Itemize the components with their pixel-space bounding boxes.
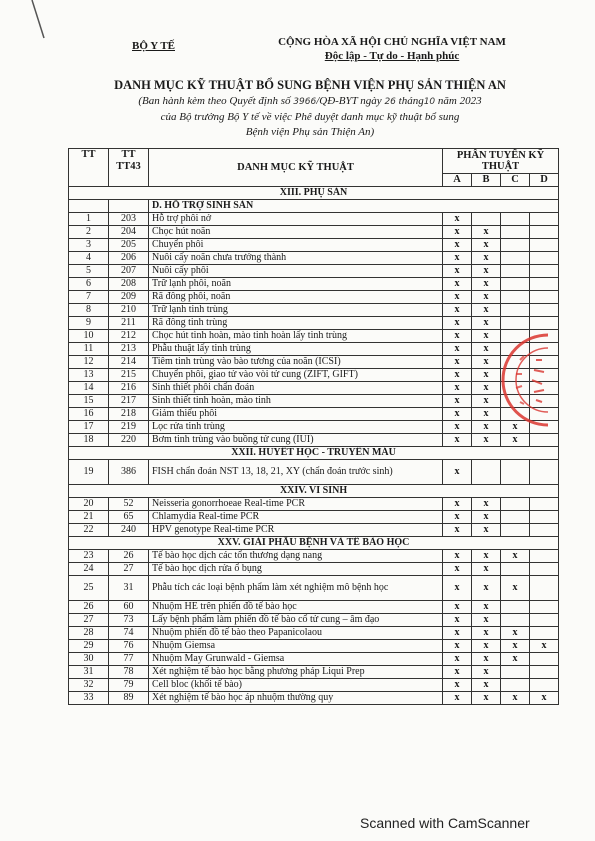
row-grade-a: x [443, 679, 472, 692]
technique-table [68, 148, 559, 705]
row-number: 4 [69, 252, 109, 265]
row-grade-a: x [443, 239, 472, 252]
row-tt43-code: 219 [109, 421, 149, 434]
row-grade-a: x [443, 460, 472, 485]
empty-cell [69, 200, 109, 213]
row-grade-c: x [501, 421, 530, 434]
row-tt43-code: 386 [109, 460, 149, 485]
row-number: 11 [69, 343, 109, 356]
header-grade-a: A [443, 174, 472, 187]
row-grade-c [501, 511, 530, 524]
row-grade-a: x [443, 666, 472, 679]
row-grade-d [530, 265, 559, 278]
row-tt43-code: 31 [109, 576, 149, 601]
table-row [69, 434, 559, 447]
row-technique-name: Xét nghiệm tế bào học bằng phương pháp Liqui Prep [149, 666, 443, 679]
row-tt43-code: 209 [109, 291, 149, 304]
subsection-row [69, 200, 559, 213]
row-number: 29 [69, 640, 109, 653]
table-row [69, 408, 559, 421]
row-grade-c: x [501, 434, 530, 447]
row-technique-name: Hỗ trợ phôi nở [149, 213, 443, 226]
row-technique-name: Lấy bệnh phẩm làm phiến đồ tế bào cổ tử cung – âm đạo [149, 614, 443, 627]
row-grade-c [501, 460, 530, 485]
row-grade-d: x [530, 640, 559, 653]
table-header-row [69, 149, 559, 174]
row-number: 14 [69, 382, 109, 395]
subsection-title: D. HỖ TRỢ SINH SẢN [149, 200, 559, 213]
row-grade-c [501, 498, 530, 511]
row-grade-a: x [443, 252, 472, 265]
row-grade-b: x [472, 395, 501, 408]
section-title: XIII. PHỤ SẢN [69, 187, 559, 200]
row-grade-d [530, 666, 559, 679]
row-tt43-code: 60 [109, 601, 149, 614]
row-grade-c [501, 291, 530, 304]
row-grade-a: x [443, 524, 472, 537]
row-grade-c [501, 239, 530, 252]
header-grade-b: B [472, 174, 501, 187]
row-grade-a: x [443, 369, 472, 382]
row-grade-c [501, 226, 530, 239]
row-grade-d [530, 550, 559, 563]
row-grade-d [530, 291, 559, 304]
row-grade-d [530, 601, 559, 614]
subtitle-line-3: Bệnh viện Phụ sản Thiện An) [245, 126, 375, 138]
row-tt43-code: 77 [109, 653, 149, 666]
row-grade-d [530, 252, 559, 265]
row-number: 25 [69, 576, 109, 601]
row-grade-c [501, 601, 530, 614]
row-grade-a: x [443, 395, 472, 408]
row-tt43-code: 214 [109, 356, 149, 369]
row-technique-name: Xét nghiệm tế bào học áp nhuộm thường quy [149, 692, 443, 705]
row-number: 13 [69, 369, 109, 382]
subtitle-text: /QĐ-BYT ngày [316, 95, 382, 107]
row-grade-b: x [472, 550, 501, 563]
row-tt43-code: 78 [109, 666, 149, 679]
row-grade-d [530, 239, 559, 252]
row-technique-name: Phẫu thuật lấy tinh trùng [149, 343, 443, 356]
row-grade-c [501, 213, 530, 226]
handwritten-month: 10 [423, 97, 436, 107]
row-grade-d [530, 614, 559, 627]
row-grade-d [530, 278, 559, 291]
row-grade-b: x [472, 382, 501, 395]
header-grade-d: D [530, 174, 559, 187]
section-row [69, 485, 559, 498]
section-title: XXV. GIẢI PHẪU BỆNH VÀ TẾ BÀO HỌC [69, 537, 559, 550]
row-grade-d [530, 511, 559, 524]
header-grade-group: PHÂN TUYẾN KỸ THUẬT [443, 149, 559, 174]
row-grade-b: x [472, 666, 501, 679]
row-tt43-code: 26 [109, 550, 149, 563]
row-technique-name: Chlamydia Real-time PCR [149, 511, 443, 524]
row-grade-b: x [472, 291, 501, 304]
row-technique-name: Cell bloc (khối tế bào) [149, 679, 443, 692]
table-row [69, 679, 559, 692]
row-grade-d [530, 498, 559, 511]
row-grade-b [472, 213, 501, 226]
row-tt43-code: 74 [109, 627, 149, 640]
row-technique-name: Nhuộm May Grunwald - Giemsa [149, 653, 443, 666]
ministry-name: BỘ Y TẾ [132, 40, 175, 52]
row-grade-b: x [472, 563, 501, 576]
row-grade-a: x [443, 226, 472, 239]
row-number: 3 [69, 239, 109, 252]
table-row [69, 460, 559, 485]
row-grade-c [501, 524, 530, 537]
row-technique-name: Tiêm tinh trùng vào bào tương của noãn (ICSI) [149, 356, 443, 369]
row-tt43-code: 204 [109, 226, 149, 239]
table-row [69, 614, 559, 627]
row-number: 10 [69, 330, 109, 343]
row-technique-name: FISH chẩn đoán NST 13, 18, 21, XY (chẩn đoán trước sinh) [149, 460, 443, 485]
empty-cell [109, 200, 149, 213]
row-grade-a: x [443, 498, 472, 511]
row-grade-a: x [443, 330, 472, 343]
row-number: 31 [69, 666, 109, 679]
row-number: 2 [69, 226, 109, 239]
row-technique-name: Lọc rửa tinh trùng [149, 421, 443, 434]
row-number: 27 [69, 614, 109, 627]
table-row [69, 524, 559, 537]
row-tt43-code: 27 [109, 563, 149, 576]
section-title: XXIV. VI SINH [69, 485, 559, 498]
row-tt43-code: 210 [109, 304, 149, 317]
row-grade-a: x [443, 343, 472, 356]
row-grade-c [501, 614, 530, 627]
table-row [69, 356, 559, 369]
row-technique-name: Nhuộm phiến đồ tế bào theo Papanicolaou [149, 627, 443, 640]
national-header [262, 35, 522, 63]
row-grade-b: x [472, 278, 501, 291]
row-technique-name: Tế bào học dịch rửa ổ bụng [149, 563, 443, 576]
row-number: 20 [69, 498, 109, 511]
row-number: 33 [69, 692, 109, 705]
row-grade-d [530, 576, 559, 601]
table-row [69, 343, 559, 356]
row-grade-b: x [472, 511, 501, 524]
table-row [69, 291, 559, 304]
paper-edge-shadow [30, 0, 50, 60]
row-grade-a: x [443, 614, 472, 627]
row-tt43-code: 207 [109, 265, 149, 278]
row-tt43-code: 52 [109, 498, 149, 511]
row-number: 28 [69, 627, 109, 640]
table-row [69, 382, 559, 395]
row-grade-c [501, 278, 530, 291]
row-number: 12 [69, 356, 109, 369]
row-technique-name: Nhuộm HE trên phiến đồ tế bào học [149, 601, 443, 614]
table-row [69, 511, 559, 524]
row-technique-name: Phẫu tích các loại bệnh phẩm làm xét nghiệm mô bệnh học [149, 576, 443, 601]
country-name: CỘNG HÒA XÃ HỘI CHỦ NGHĨA VIỆT NAM [278, 36, 506, 48]
row-tt43-code: 203 [109, 213, 149, 226]
row-tt43-code: 211 [109, 317, 149, 330]
row-grade-d [530, 317, 559, 330]
row-grade-b: x [472, 653, 501, 666]
row-grade-a: x [443, 356, 472, 369]
row-tt43-code: 79 [109, 679, 149, 692]
header-tt: TT [69, 149, 109, 187]
row-tt43-code: 206 [109, 252, 149, 265]
section-row [69, 537, 559, 550]
row-technique-name: Neisseria gonorrhoeae Real-time PCR [149, 498, 443, 511]
table-row [69, 627, 559, 640]
row-grade-a: x [443, 317, 472, 330]
row-tt43-code: 76 [109, 640, 149, 653]
table-row [69, 369, 559, 382]
row-grade-d [530, 434, 559, 447]
row-grade-b: x [472, 692, 501, 705]
table-row [69, 563, 559, 576]
row-grade-a: x [443, 265, 472, 278]
row-technique-name: Rã đông phôi, noãn [149, 291, 443, 304]
row-grade-c [501, 666, 530, 679]
scanner-watermark: Scanned with CamScanner [360, 815, 530, 831]
table-row [69, 252, 559, 265]
subtitle-line-2: của Bộ trưởng Bộ Y tế về việc Phê duyệt danh mục kỹ thuật bổ sung [160, 111, 460, 123]
table-row [69, 317, 559, 330]
header-tt43 [109, 149, 149, 187]
row-grade-a: x [443, 278, 472, 291]
row-grade-a: x [443, 382, 472, 395]
handwritten-decision-number: 3966 [293, 97, 317, 107]
row-grade-b: x [472, 343, 501, 356]
row-tt43-code: 205 [109, 239, 149, 252]
row-grade-c: x [501, 576, 530, 601]
subtitle-line-1 [80, 94, 540, 110]
row-grade-c: x [501, 692, 530, 705]
row-tt43-code: 217 [109, 395, 149, 408]
row-grade-b: x [472, 330, 501, 343]
row-grade-c: x [501, 640, 530, 653]
row-number: 21 [69, 511, 109, 524]
table-row [69, 304, 559, 317]
row-number: 32 [69, 679, 109, 692]
subtitle-text: năm 2023 [437, 95, 482, 107]
row-tt43-code: 73 [109, 614, 149, 627]
table-row [69, 498, 559, 511]
row-number: 9 [69, 317, 109, 330]
row-grade-c [501, 317, 530, 330]
row-number: 7 [69, 291, 109, 304]
row-technique-name: Sinh thiết tinh hoàn, mào tinh [149, 395, 443, 408]
row-grade-b: x [472, 356, 501, 369]
table-row [69, 239, 559, 252]
table-row [69, 395, 559, 408]
row-grade-a: x [443, 550, 472, 563]
table-row [69, 550, 559, 563]
section-row [69, 187, 559, 200]
row-technique-name: Chọc hút tinh hoàn, mào tinh hoàn lấy tinh trùng [149, 330, 443, 343]
row-tt43-code: 65 [109, 511, 149, 524]
row-technique-name: Trữ lạnh tinh trùng [149, 304, 443, 317]
table-row [69, 576, 559, 601]
row-number: 18 [69, 434, 109, 447]
row-grade-c: x [501, 550, 530, 563]
table-row [69, 265, 559, 278]
row-grade-b: x [472, 498, 501, 511]
row-tt43-code: 213 [109, 343, 149, 356]
row-technique-name: Giảm thiểu phôi [149, 408, 443, 421]
table-body [69, 187, 559, 705]
row-grade-b: x [472, 576, 501, 601]
document-title: DANH MỤC KỸ THUẬT BỔ SUNG BỆNH VIỆN PHỤ SẢN THIỆN AN [114, 78, 506, 92]
row-grade-b [472, 460, 501, 485]
row-grade-a: x [443, 576, 472, 601]
row-number: 26 [69, 601, 109, 614]
row-grade-a: x [443, 434, 472, 447]
row-grade-b: x [472, 317, 501, 330]
row-technique-name: HPV genotype Real-time PCR [149, 524, 443, 537]
row-grade-a: x [443, 640, 472, 653]
document-subtitle [80, 94, 540, 140]
table-row [69, 666, 559, 679]
row-number: 8 [69, 304, 109, 317]
row-grade-b: x [472, 239, 501, 252]
national-motto: Độc lập - Tự do - Hạnh phúc [324, 50, 460, 62]
row-grade-b: x [472, 627, 501, 640]
row-grade-a: x [443, 291, 472, 304]
section-row [69, 447, 559, 460]
row-grade-d [530, 304, 559, 317]
table-row [69, 421, 559, 434]
row-grade-b: x [472, 369, 501, 382]
row-tt43-code: 89 [109, 692, 149, 705]
table-row [69, 653, 559, 666]
row-technique-name: Trữ lạnh phôi, noãn [149, 278, 443, 291]
row-grade-b: x [472, 601, 501, 614]
row-tt43-code: 218 [109, 408, 149, 421]
row-grade-b: x [472, 304, 501, 317]
row-grade-a: x [443, 408, 472, 421]
row-technique-name: Chuyển phôi [149, 239, 443, 252]
row-grade-a: x [443, 601, 472, 614]
row-grade-c [501, 563, 530, 576]
row-grade-d: x [530, 692, 559, 705]
subtitle-text: tháng [398, 95, 424, 107]
row-technique-name: Nuôi cấy noãn chưa trưởng thành [149, 252, 443, 265]
table-row [69, 226, 559, 239]
row-grade-a: x [443, 213, 472, 226]
row-tt43-code: 240 [109, 524, 149, 537]
row-number: 15 [69, 395, 109, 408]
row-number: 1 [69, 213, 109, 226]
row-grade-d [530, 679, 559, 692]
row-technique-name: Chuyển phôi, giao tử vào vòi tử cung (ZIFT, GIFT) [149, 369, 443, 382]
row-grade-b: x [472, 434, 501, 447]
row-technique-name: Nuôi cấy phôi [149, 265, 443, 278]
row-grade-b: x [472, 265, 501, 278]
row-tt43-code: 220 [109, 434, 149, 447]
row-number: 22 [69, 524, 109, 537]
subtitle-text: (Ban hành kèm theo Quyết định số [138, 95, 291, 107]
row-grade-a: x [443, 653, 472, 666]
row-number: 17 [69, 421, 109, 434]
table-row [69, 278, 559, 291]
row-tt43-code: 215 [109, 369, 149, 382]
row-grade-c [501, 679, 530, 692]
row-technique-name: Tế bào học dịch các tổn thương dạng nang [149, 550, 443, 563]
row-technique-name: Nhuộm Giemsa [149, 640, 443, 653]
handwritten-day: 26 [384, 97, 396, 107]
row-grade-d [530, 627, 559, 640]
row-grade-c [501, 252, 530, 265]
row-grade-a: x [443, 563, 472, 576]
row-number: 30 [69, 653, 109, 666]
header-grade-c: C [501, 174, 530, 187]
red-seal-stamp [498, 330, 558, 430]
row-tt43-code: 212 [109, 330, 149, 343]
row-number: 16 [69, 408, 109, 421]
row-grade-b: x [472, 640, 501, 653]
row-grade-d [530, 524, 559, 537]
row-grade-a: x [443, 627, 472, 640]
table-row [69, 692, 559, 705]
header-tt43-line2: TT43 [116, 161, 141, 172]
row-grade-b: x [472, 614, 501, 627]
row-grade-d [530, 460, 559, 485]
row-grade-c [501, 304, 530, 317]
row-tt43-code: 216 [109, 382, 149, 395]
row-number: 24 [69, 563, 109, 576]
row-tt43-code: 208 [109, 278, 149, 291]
row-grade-d [530, 226, 559, 239]
row-grade-c: x [501, 627, 530, 640]
row-grade-d [530, 563, 559, 576]
table-row [69, 213, 559, 226]
row-number: 23 [69, 550, 109, 563]
row-grade-b: x [472, 408, 501, 421]
table-row [69, 640, 559, 653]
row-number: 19 [69, 460, 109, 485]
row-grade-a: x [443, 692, 472, 705]
row-grade-a: x [443, 511, 472, 524]
row-grade-c [501, 265, 530, 278]
row-number: 6 [69, 278, 109, 291]
row-technique-name: Bơm tinh trùng vào buồng tử cung (IUI) [149, 434, 443, 447]
row-grade-a: x [443, 421, 472, 434]
header-tt43-line1: TT [121, 149, 136, 160]
row-technique-name: Chọc hút noãn [149, 226, 443, 239]
row-grade-c: x [501, 653, 530, 666]
row-number: 5 [69, 265, 109, 278]
row-grade-b: x [472, 226, 501, 239]
row-grade-b: x [472, 252, 501, 265]
table-row [69, 601, 559, 614]
row-grade-b: x [472, 524, 501, 537]
row-grade-b: x [472, 679, 501, 692]
row-grade-d [530, 213, 559, 226]
header-technique-name: DANH MỤC KỸ THUẬT [149, 149, 443, 187]
row-technique-name: Sinh thiết phôi chẩn đoán [149, 382, 443, 395]
row-grade-b: x [472, 421, 501, 434]
row-grade-d [530, 653, 559, 666]
row-technique-name: Rã đông tinh trùng [149, 317, 443, 330]
row-grade-a: x [443, 304, 472, 317]
table-row [69, 330, 559, 343]
section-title: XXII. HUYẾT HỌC - TRUYỀN MÁU [69, 447, 559, 460]
